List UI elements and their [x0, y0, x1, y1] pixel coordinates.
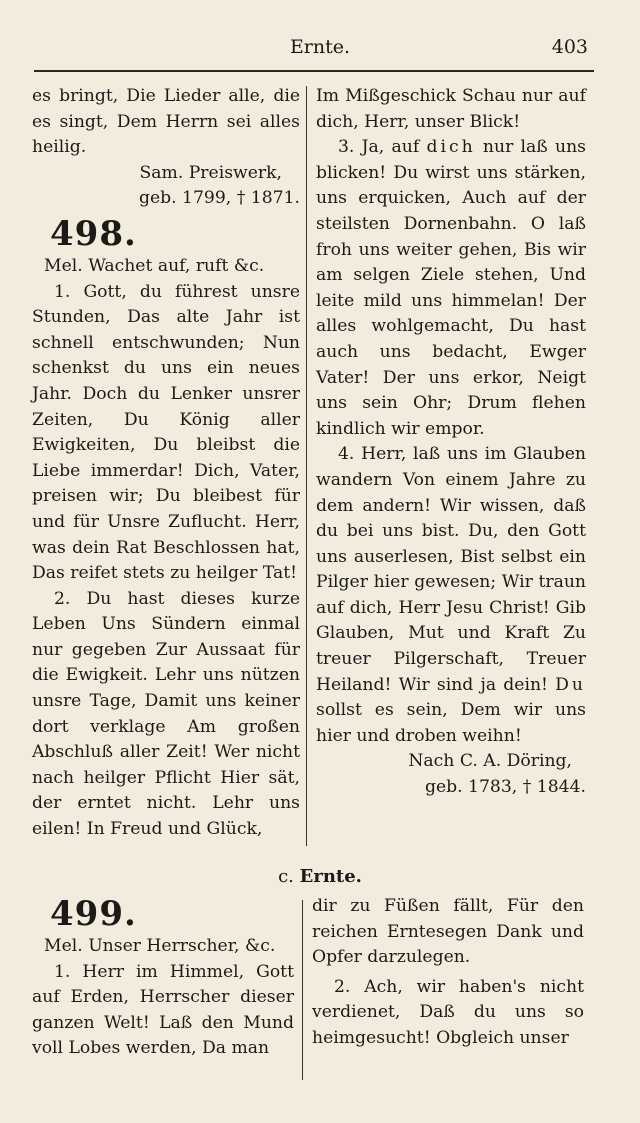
left-column — [32, 84, 300, 843]
verse-4-emphasis: Du — [555, 674, 586, 695]
hymn-498-author: Nach C. A. Döring, — [408, 751, 572, 772]
running-header-title: Ernte. — [289, 36, 351, 58]
hymn-499-verse-1: 1. Herr im Himmel, Gott auf Erden, Herrscher dieser ganzen Welt! Laß den Mund voll Lobes werden, Da man — [32, 961, 294, 1059]
column-divider-top — [306, 86, 307, 846]
hymn-498-verse-3 — [316, 135, 586, 442]
hymn-499-melody: Mel. Unser Herrscher, &c. — [44, 936, 276, 956]
section-heading — [0, 866, 640, 887]
hymn-497-author: Sam. Preiswerk, — [139, 162, 282, 183]
bottom-right-column — [312, 894, 584, 1052]
hymn-number-498: 498. — [50, 213, 137, 254]
header-rule — [34, 70, 594, 72]
hymn-499-verse-2: 2. Ach, wir haben's nicht verdienet, Daß du uns so heimgesucht! Obgleich unser — [312, 976, 584, 1048]
hymn-498-melody: Mel. Wachet auf, ruft &c. — [44, 255, 265, 276]
verse-3-part-b: nur laß uns blicken! Du wirst uns stärken, uns erquicken, Auch auf der steilsten Dornenbahn. O laß froh uns weiter gehen, Bis wir am selgen Ziele stehen, Und leite mild uns himmelan! Der alles wohlgemacht, Du hast auch uns bedacht, Ewger Vater! Der uns erkor, Neigt uns sein Ohr; Drum flehen kindlich wir empor. — [316, 137, 586, 439]
hymn-498-verse-1: 1. Gott, du führest unsre Stunden, Das alte Jahr ist schnell entschwunden; Nun schenkst du uns ein neues Jahr. Doch du Lenker unsrer Zeiten, Du König aller Ewigkeiten, Du bleibst die Liebe immerdar! Dich, Vater, preisen wir; Du bleibest für und für Unsre Zuflucht. Herr, was dein Rat Beschlossen hat, Das reifet stets zu heilger Tat! — [32, 281, 300, 584]
hymn-498-verse-2: 2. Du hast dieses kurze Leben Uns Sündern einmal nur gegeben Zur Aussaat für die Ewigkeit. Lehr uns nützen unsre Tage, Damit uns keiner dort verklage Am großen Abschluß aller Zeit! Wer nicht nach heilger Pflicht Hier sät, der erntet nicht. Lehr uns eilen! In Freud und Glück, — [32, 588, 300, 840]
hymn-497-continuation: es bringt, Die Lieder alle, die es singt, Dem Herrn sei alles heilig. — [32, 86, 300, 158]
hymn-497-author-dates: geb. 1799, † 1871. — [138, 188, 300, 209]
hymn-498-author-dates: geb. 1783, † 1844. — [424, 777, 586, 798]
bottom-left-column — [32, 892, 294, 1062]
verse-3-emphasis: dich — [426, 137, 476, 158]
hymn-number-499: 499. — [50, 894, 137, 934]
verse-4-part-b: sollst es sein, Dem wir uns hier und droben weihn! — [316, 700, 586, 746]
section-label: c. — [278, 866, 294, 887]
page-number: 403 — [551, 36, 588, 58]
column-divider-bottom — [302, 900, 303, 1080]
section-title: Ernte. — [299, 866, 362, 887]
verse-4-part-a: 4. Herr, laß uns im Glauben wandern Von einem Jahre zu dem andern! Wir wissen, daß du bei uns bist. Du, den Gott uns auserlesen, Bist selbst ein Pilger hier gewesen; Wir traun auf dich, Herr Jesu Christ! Gib Glauben, Mut und Kraft Zu treuer Pilgerschaft, Treuer Heiland! Wir sind ja dein! — [316, 444, 586, 695]
hymn-499-verse-1-continuation: dir zu Füßen fällt, Für den reichen Erntesegen Dank und Opfer darzulegen. — [312, 896, 584, 968]
hymn-498-verse-2-continuation: Im Mißgeschick Schau nur auf dich, Herr, unser Blick! — [316, 86, 586, 132]
verse-3-part-a: 3. Ja, auf — [338, 137, 427, 158]
hymn-498-verse-4 — [316, 442, 586, 749]
right-column — [316, 84, 586, 801]
